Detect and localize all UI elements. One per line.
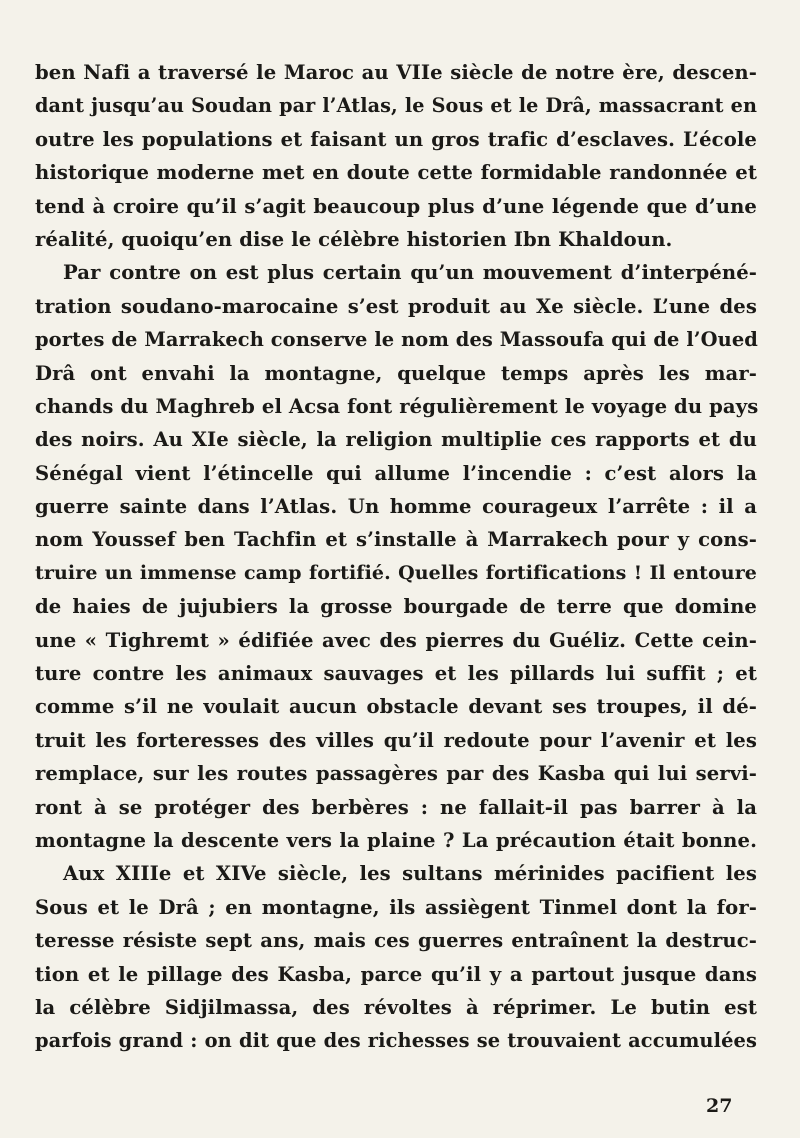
- text-line: dant jusqu’au Soudan par l’Atlas, le Sous et le Drâ, massacrant en: [35, 94, 757, 118]
- text-line: Sénégal vient l’étincelle qui allume l’incendie : c’est alors la: [35, 461, 757, 485]
- text-line: guerre sainte dans l’Atlas. Un homme courageux l’arrête : il a: [35, 495, 757, 519]
- text-line: Sous et le Drâ ; en montagne, ils assiègent Tinmel dont la for-: [35, 895, 757, 919]
- text-line: outre les populations et faisant un gros trafic d’esclaves. L’école: [35, 127, 757, 151]
- text-line: des noirs. Au XIe siècle, la religion multiplie ces rapports et du: [35, 428, 757, 452]
- text-line: nom Youssef ben Tachfin et s’installe à Marrakech pour y cons-: [35, 528, 757, 552]
- text-line: réalité, quoiqu’en dise le célèbre historien Ibn Khaldoun.: [35, 227, 673, 251]
- text-line: historique moderne met en doute cette formidable randonnée et: [35, 161, 757, 185]
- text-line: comme s’il ne voulait aucun obstacle devant ses troupes, il dé-: [35, 695, 757, 719]
- text-line: une « Tighremt » édifiée avec des pierres du Guéliz. Cette cein-: [35, 628, 757, 652]
- body-text: [35, 56, 757, 1058]
- text-line: tration soudano-marocaine s’est produit au Xe siècle. L’une des: [35, 294, 757, 318]
- text-line: parfois grand : on dit que des richesses se trouvaient accumulées: [35, 1029, 757, 1053]
- text-line: truire un immense camp fortifié. Quelles fortifications ! Il entoure: [35, 561, 757, 584]
- text-line: Aux XIIIe et XIVe siècle, les sultans mérinides pacifient les: [63, 862, 757, 886]
- page-number: 27: [706, 1095, 733, 1117]
- text-line: tend à croire qu’il s’agit beaucoup plus d’une légende que d’une: [35, 194, 757, 218]
- text-line: ben Nafi a traversé le Maroc au VIIe siècle de notre ère, descen-: [35, 61, 757, 84]
- text-line: tion et le pillage des Kasba, parce qu’il y a partout jusque dans: [35, 962, 757, 986]
- text-line: montagne la descente vers la plaine ? La précaution était bonne.: [35, 828, 757, 852]
- text-line: teresse résiste sept ans, mais ces guerres entraînent la destruc-: [35, 929, 757, 953]
- text-line: portes de Marrakech conserve le nom des Massoufa qui de l’Oued: [35, 328, 758, 352]
- text-line: ront à se protéger des berbères : ne fallait-il pas barrer à la: [35, 795, 757, 819]
- text-line: Par contre on est plus certain qu’un mouvement d’interpéné-: [63, 261, 757, 285]
- text-line: remplace, sur les routes passagères par des Kasba qui lui servi-: [35, 762, 757, 786]
- text-line: la célèbre Sidjilmassa, des révoltes à réprimer. Le butin est: [35, 995, 757, 1019]
- text-line: Drâ ont envahi la montagne, quelque temps après les mar-: [35, 361, 757, 385]
- text-line: de haies de jujubiers la grosse bourgade de terre que domine: [35, 595, 757, 619]
- text-line: truit les forteresses des villes qu’il redoute pour l’avenir et les: [35, 728, 757, 752]
- text-line: ture contre les animaux sauvages et les pillards lui suffit ; et: [35, 662, 757, 686]
- text-line: chands du Maghreb el Acsa font régulièrement le voyage du pays: [35, 394, 759, 418]
